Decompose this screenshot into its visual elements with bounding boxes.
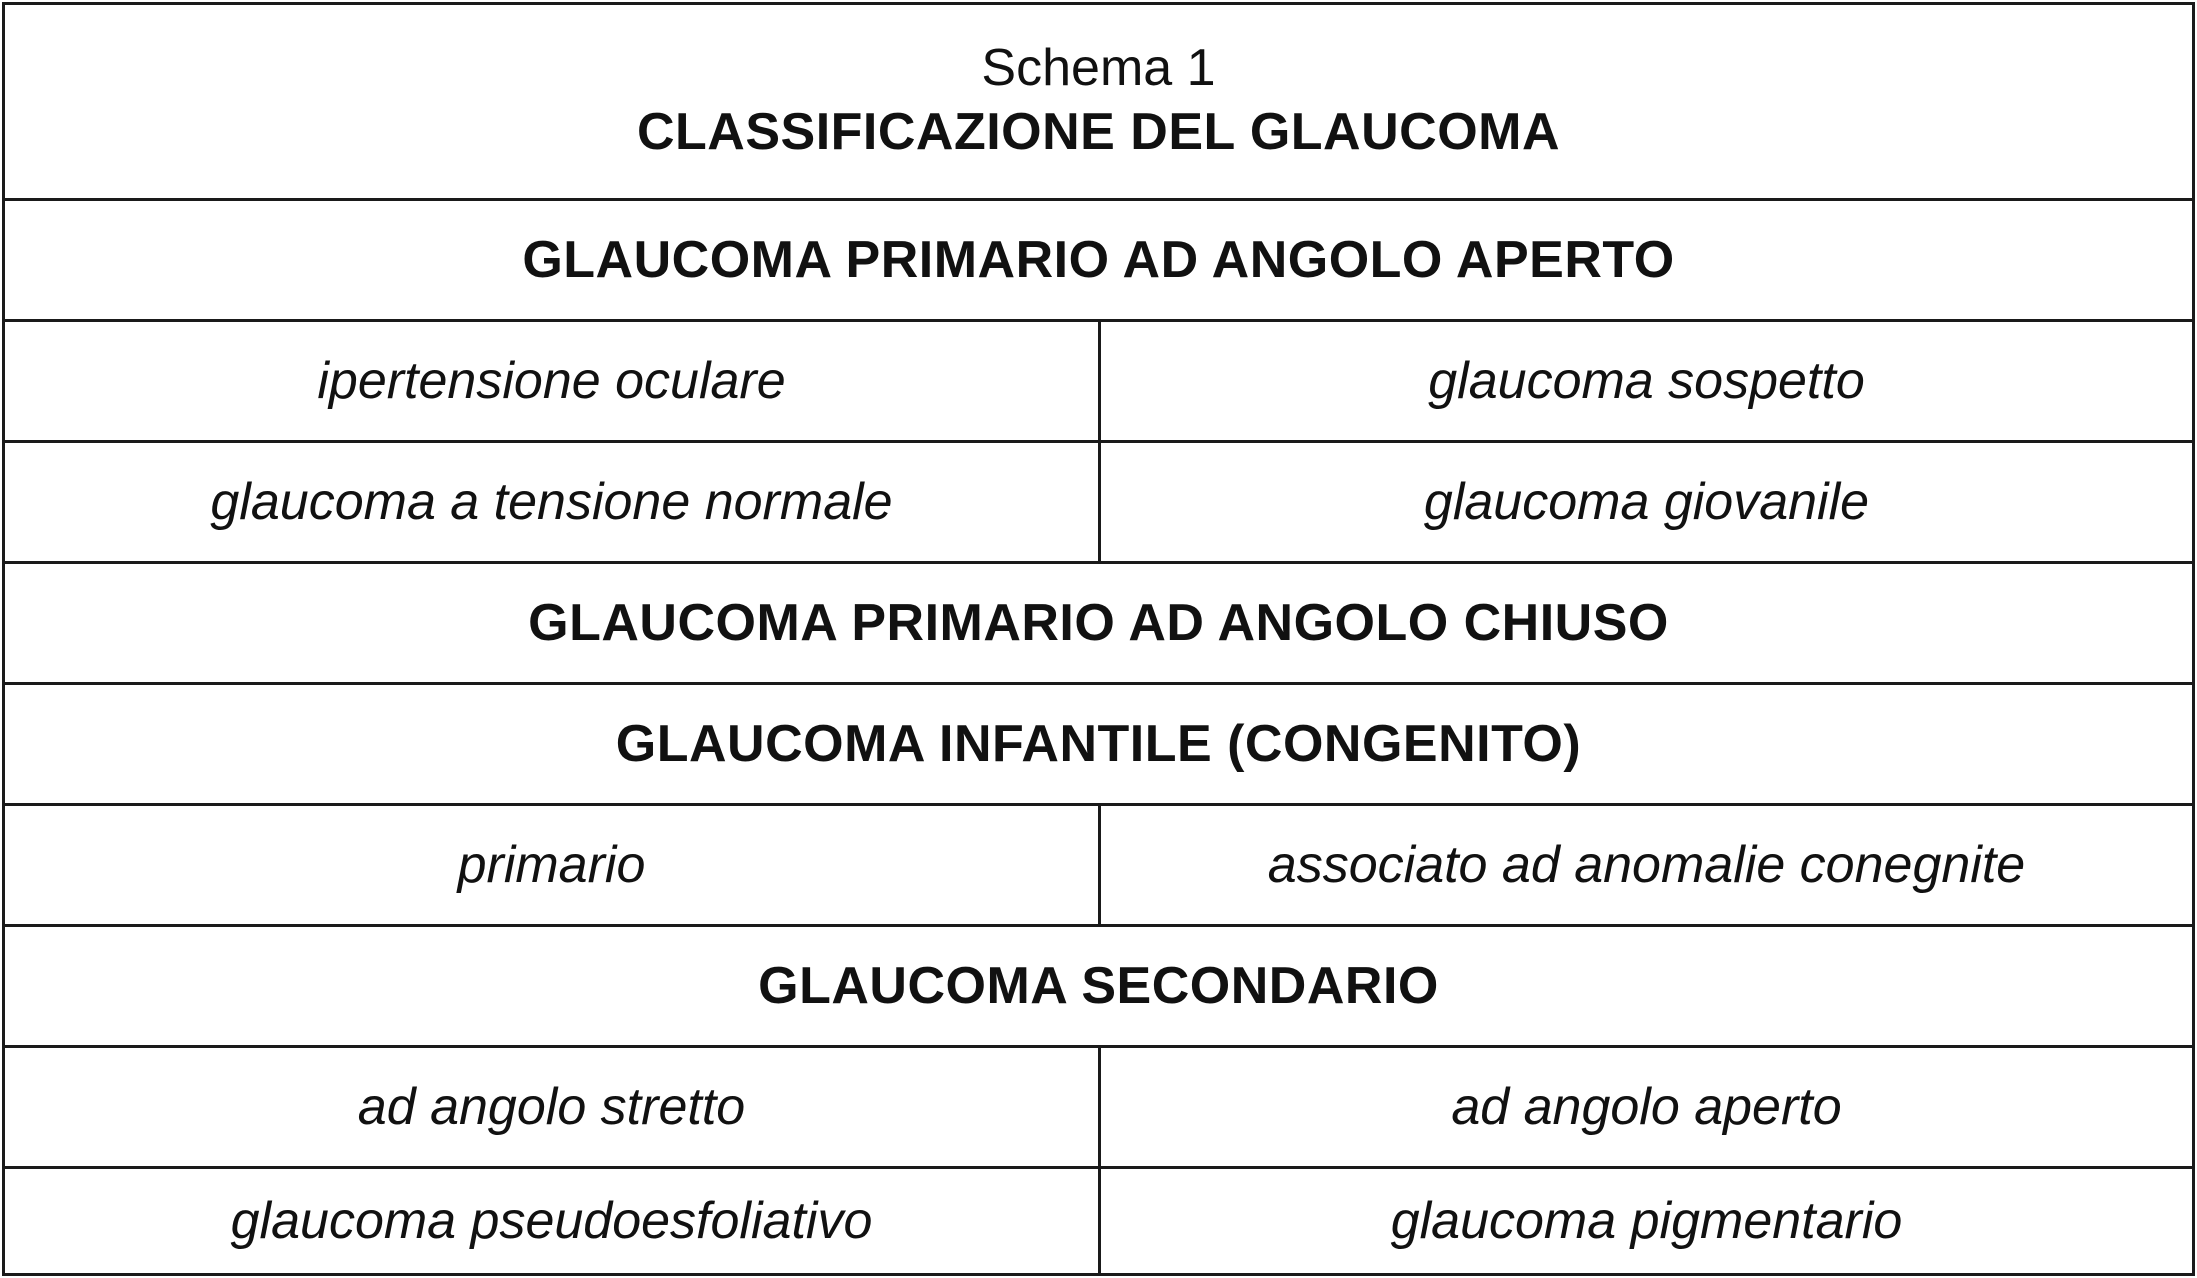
schema-label: Schema 1 bbox=[981, 38, 1216, 97]
table-row bbox=[5, 1048, 2192, 1169]
secondary-heading: GLAUCOMA SECONDARIO bbox=[758, 957, 1439, 1015]
section-heading-row bbox=[5, 927, 2192, 1048]
title-row bbox=[5, 5, 2192, 201]
closed-angle-heading: GLAUCOMA PRIMARIO AD ANGOLO CHIUSO bbox=[528, 594, 1669, 652]
table-cell: primario bbox=[5, 806, 1101, 924]
table-row bbox=[5, 1169, 2192, 1273]
table-cell: glaucoma a tensione normale bbox=[5, 443, 1101, 561]
table-cell: glaucoma pseudoesfoliativo bbox=[5, 1169, 1101, 1273]
table-cell: glaucoma sospetto bbox=[1428, 352, 1865, 410]
table-cell: associato ad anomalie conegnite bbox=[1267, 836, 2026, 894]
title-cell bbox=[5, 5, 2192, 198]
table-cell: glaucoma pigmentario bbox=[1390, 1192, 1903, 1250]
section-heading-row bbox=[5, 564, 2192, 685]
section-heading-row bbox=[5, 201, 2192, 322]
table-row bbox=[5, 322, 2192, 443]
open-angle-heading: GLAUCOMA PRIMARIO AD ANGOLO APERTO bbox=[522, 231, 1675, 289]
classification-table bbox=[2, 2, 2195, 1276]
table-row bbox=[5, 806, 2192, 927]
section-heading-row bbox=[5, 685, 2192, 806]
table-cell: ipertensione oculare bbox=[5, 322, 1101, 440]
table-cell: glaucoma giovanile bbox=[1423, 473, 1870, 531]
infantile-heading: GLAUCOMA INFANTILE (CONGENITO) bbox=[615, 715, 1582, 773]
schema-title: CLASSIFICAZIONE DEL GLAUCOMA bbox=[636, 102, 1561, 161]
table-cell: ad angolo aperto bbox=[1451, 1078, 1842, 1136]
table-cell: ad angolo stretto bbox=[5, 1048, 1101, 1166]
table-row bbox=[5, 443, 2192, 564]
